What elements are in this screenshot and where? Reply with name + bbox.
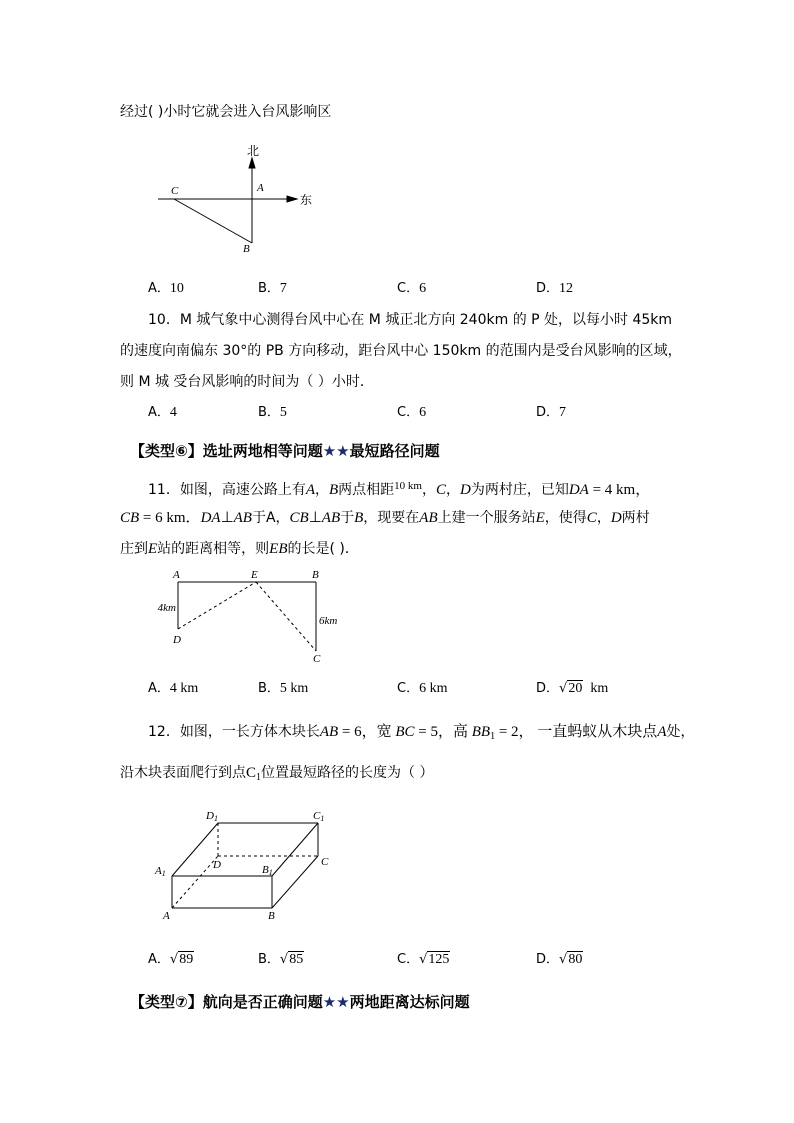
sqrt-sign: √ — [419, 952, 428, 967]
math-var: DA — [568, 482, 589, 498]
east-label: 东 — [299, 193, 313, 207]
q10-option-a — [148, 404, 177, 422]
option-letter: C． — [397, 952, 420, 967]
q10-line-2: 的速度向南偏东 30°的 PB 方向移动，距台风中心 150km 的范围内是受台风影响的区域， — [120, 343, 682, 359]
q11-option-b — [258, 680, 308, 698]
perp-symbol: ⊥ — [308, 510, 322, 526]
perp-symbol: ⊥ — [220, 510, 234, 526]
segment-cb — [174, 199, 252, 243]
math-subscript: 1 — [256, 772, 262, 783]
point-label-d: D — [173, 634, 181, 646]
text: ， — [421, 482, 436, 498]
math-var: DA — [200, 510, 221, 526]
label-subscript: 1 — [320, 814, 325, 823]
vertex-label-b: B — [268, 910, 275, 922]
option-value: 12 — [559, 281, 574, 296]
option-value: 6 — [419, 281, 427, 296]
sqrt-sign: √ — [559, 681, 568, 696]
math-var: A — [657, 724, 667, 740]
option-letter: C． — [397, 681, 420, 696]
option-unit: km — [590, 681, 609, 696]
vertex-label-a: A — [163, 910, 170, 922]
q12-option-d — [536, 951, 583, 969]
option-value: 5 km — [279, 681, 309, 696]
option-letter: C． — [397, 281, 420, 296]
star-icon: ★★ — [322, 993, 350, 1011]
option-letter: B． — [258, 952, 280, 967]
q9-option-c — [397, 280, 426, 298]
option-letter: B． — [258, 681, 280, 696]
option-letter: B． — [258, 281, 280, 296]
math-var: AB — [321, 510, 341, 526]
math-var: C — [586, 510, 597, 526]
option-value: 10 — [169, 281, 184, 296]
text: ， — [315, 482, 329, 498]
q11-highway-figure — [145, 565, 355, 670]
text: 于 — [340, 510, 355, 526]
q10-line-3: 则 M 城 受台风影响的时间为（ ）小时． — [120, 374, 374, 390]
sqrt-sign: √ — [559, 952, 568, 967]
q11-line-1 — [148, 477, 650, 499]
text: = 5，高 — [414, 724, 472, 740]
length-label-cb: 6km — [319, 615, 338, 627]
label-base: A — [155, 865, 162, 877]
point-label-b: B — [243, 243, 250, 255]
vertex-label-d1 — [205, 810, 218, 823]
text: ， — [596, 510, 611, 526]
option-value: 7 — [559, 405, 567, 420]
math-var: C — [246, 765, 257, 781]
math-var: AB — [419, 510, 438, 526]
text: = 6 km． — [139, 510, 201, 526]
sqrt-sign: √ — [169, 952, 179, 967]
q12-option-c — [397, 951, 450, 969]
sqrt-sign: √ — [279, 952, 289, 967]
length-label-da: 4km — [157, 602, 176, 614]
math-var: CB — [120, 510, 140, 526]
point-label-c: C — [171, 185, 179, 197]
option-letter: B． — [258, 405, 280, 420]
point-label-a: A — [257, 182, 264, 194]
star-icon: ★★ — [322, 442, 350, 460]
math-var: BB — [471, 724, 491, 740]
text: 为两村庄，已知 — [470, 482, 569, 498]
label-subscript: 1 — [161, 869, 166, 878]
math-var: E — [535, 510, 545, 526]
text: 11．如图，高速公路上有 — [148, 482, 306, 498]
q12-line-2 — [120, 764, 433, 787]
edge-cb — [272, 856, 318, 908]
math-var: B — [354, 510, 364, 526]
radicand: 20 — [568, 681, 583, 696]
q9-option-a — [148, 280, 184, 298]
q12-option-b — [258, 951, 304, 969]
text: 站的距离相等，则 — [157, 541, 270, 557]
math-var: B — [329, 482, 339, 498]
text: 沿木块表面爬行到点 — [120, 765, 246, 781]
north-label: 北 — [246, 144, 260, 158]
option-value: 4 km — [169, 681, 199, 696]
text: = 4 km， — [588, 482, 651, 498]
q10-option-c — [397, 404, 426, 422]
math-subscript: 1 — [490, 731, 496, 742]
option-letter: A． — [148, 405, 170, 420]
q11-option-d — [536, 680, 608, 698]
option-letter: A． — [148, 952, 170, 967]
math-var: D — [610, 510, 622, 526]
section-header-type6 — [130, 442, 440, 460]
sqrt-expression — [419, 951, 450, 969]
text: = 2， 一直蚂蚁从木块点 — [495, 724, 658, 740]
option-value: 6 — [419, 405, 427, 420]
option-value: 6 km — [419, 681, 448, 696]
math-var: E — [148, 541, 158, 557]
label-base: C — [313, 810, 321, 822]
header-title: 【类型⑥】选址两地相等问题 — [130, 442, 323, 460]
q9-option-d — [536, 280, 573, 298]
q10-option-d — [536, 404, 566, 422]
option-value: 4 — [169, 405, 177, 420]
vertex-label-b1 — [262, 864, 273, 877]
text: = 6，宽 — [338, 724, 396, 740]
radicand: 85 — [289, 952, 304, 967]
option-letter: D． — [536, 681, 560, 696]
radicand: 89 — [179, 952, 194, 967]
text: ， — [446, 482, 460, 498]
option-letter: D． — [536, 281, 560, 296]
math-var: BC — [395, 724, 415, 740]
text: 上建一个服务站 — [437, 510, 536, 526]
q12-cuboid-figure — [150, 805, 340, 925]
option-value: 5 — [279, 405, 287, 420]
vertex-label-c: C — [321, 856, 329, 868]
text: 庄到 — [120, 541, 148, 557]
vertex-label-a1 — [154, 865, 166, 878]
q10-line-1: 10．M 城气象中心测得台风中心在 M 城正北方向 240km 的 P 处，以每小时 45km — [148, 312, 673, 328]
q11-line-2 — [120, 509, 650, 527]
math-var: AB — [319, 724, 339, 740]
math-var: CB — [289, 510, 309, 526]
q11-line-3 — [120, 540, 359, 558]
q12-option-a — [148, 951, 194, 969]
sqrt-expression — [280, 951, 304, 969]
math-var: D — [460, 482, 471, 498]
edge-a1d1 — [172, 823, 218, 876]
header-subtitle: 两地距离达标问题 — [349, 993, 470, 1011]
dashed-segment-ec — [256, 582, 316, 651]
hidden-edge-ad — [172, 856, 218, 908]
dashed-segment-de — [178, 582, 256, 629]
option-letter: D． — [536, 952, 560, 967]
sqrt-expression — [170, 951, 194, 969]
option-letter: A． — [148, 281, 170, 296]
label-subscript: 1 — [213, 814, 218, 823]
section-header-type7 — [130, 993, 470, 1011]
east-arrow-icon — [287, 196, 297, 202]
text: 处， — [666, 724, 695, 740]
point-label-e: E — [251, 569, 258, 581]
q11-option-c — [397, 680, 447, 698]
text: ，使得 — [544, 510, 587, 526]
option-letter: D． — [536, 405, 560, 420]
text: 两点相距 — [338, 482, 395, 498]
label-subscript: 1 — [268, 868, 273, 877]
text: ，现要在 — [363, 510, 420, 526]
label-base: B — [262, 864, 269, 876]
math-var: EB — [269, 541, 288, 557]
header-subtitle: 最短路径问题 — [349, 442, 440, 460]
radicand: 80 — [568, 952, 583, 967]
vertex-label-d: D — [213, 859, 221, 871]
option-letter: C． — [397, 405, 420, 420]
text: 位置最短路径的长度为（ ） — [261, 765, 434, 781]
label-base: D — [206, 810, 214, 822]
point-label-b: B — [312, 569, 319, 581]
q9-option-b — [258, 280, 287, 298]
q12-line-1 — [148, 723, 694, 746]
q9-stem-tail: 经过( )小时它就会进入台风影响区 — [120, 104, 332, 120]
edge-c1b1 — [272, 823, 318, 876]
option-value: 7 — [279, 281, 287, 296]
math-var: AB — [233, 510, 252, 526]
q9-compass-figure — [150, 138, 320, 258]
header-title: 【类型⑦】航向是否正确问题 — [130, 993, 323, 1011]
point-label-a: A — [173, 569, 180, 581]
text: 12．如图，一长方体木块长 — [148, 724, 320, 740]
point-label-c: C — [313, 653, 321, 665]
radicand: 125 — [428, 952, 450, 967]
math-var: A — [305, 482, 315, 498]
option-letter: A． — [148, 681, 170, 696]
sqrt-expression — [559, 680, 583, 698]
math-var: C — [435, 482, 446, 498]
north-arrow-icon — [249, 158, 255, 168]
sqrt-expression — [559, 951, 583, 969]
text: 于A， — [251, 510, 290, 526]
text: 的长是( )． — [287, 541, 359, 557]
vertex-label-c1 — [313, 810, 324, 823]
text: 两村 — [621, 510, 650, 526]
distance-value: 10 km — [394, 480, 422, 492]
q10-option-b — [258, 404, 287, 422]
q11-option-a — [148, 680, 198, 698]
